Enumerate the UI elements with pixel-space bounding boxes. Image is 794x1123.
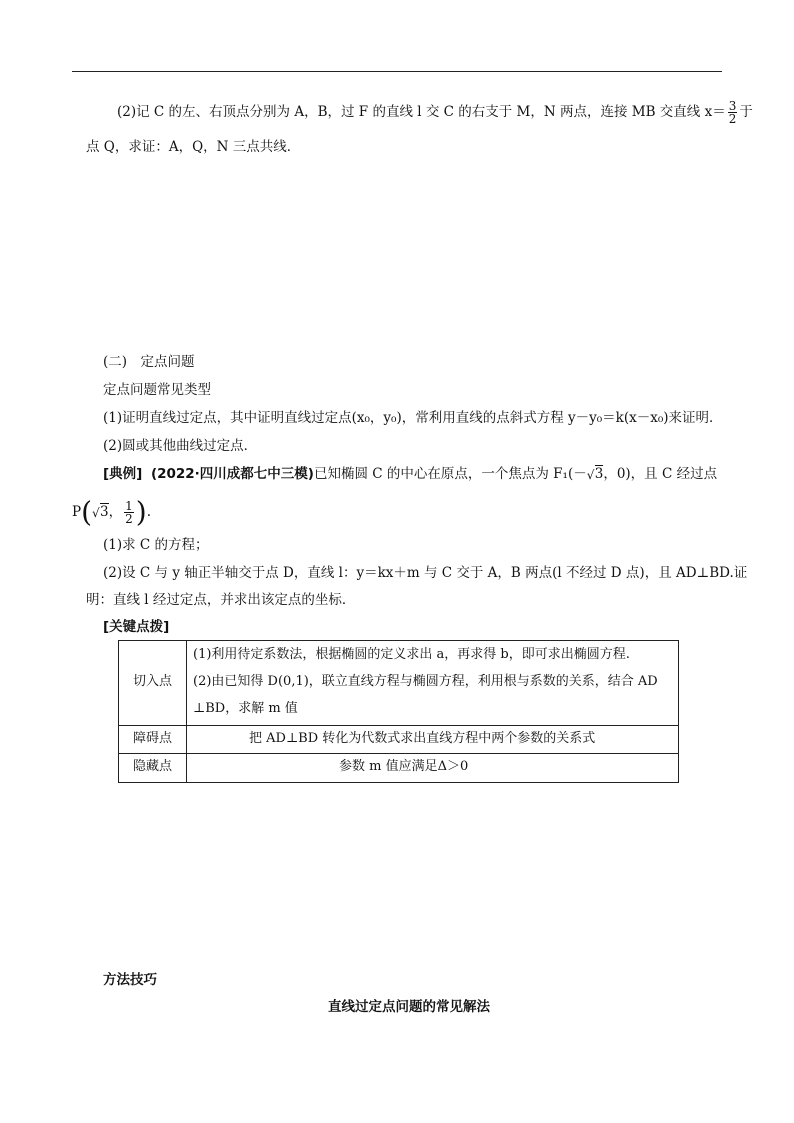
row-hidden-text: 参数 m 值应满足Δ＞0 — [339, 759, 469, 774]
row-entry-line1: (1)利用待定系数法，根据椭圆的定义求出 a，再求得 b，即可求出椭圆方程. — [193, 647, 630, 662]
row-label-obstacle: 障碍点 — [133, 731, 173, 746]
question-1: (1)求 C 的方程； — [103, 537, 209, 553]
types-title: 定点问题常见类型 — [103, 382, 211, 398]
type-1: (1)证明直线过定点，其中证明直线过定点(x₀，y₀)，常利用直线的点斜式方程 y－y₀＝k(x－x₀)来证明． — [103, 410, 723, 426]
header-rule — [72, 71, 722, 72]
sqrt-three-value: 3 — [594, 466, 604, 482]
table-column-divider — [186, 641, 187, 782]
row-obstacle-text: 把 AD⊥BD 转化为代数式求出直线方程中两个参数的关系式 — [249, 731, 596, 746]
problem-part2-text-b: 于 — [739, 104, 753, 120]
row-label-hidden: 隐藏点 — [133, 759, 173, 774]
method-title: 方法技巧 — [103, 972, 157, 988]
key-points-table — [118, 640, 679, 783]
row-entry-line2: (2)由已知得 D(0,1)，联立直线方程与椭圆方程，利用根与系数的关系，结合 AD — [193, 674, 658, 689]
example-tag: [典例] — [103, 466, 143, 482]
sqrt-three-p-value: 3 — [100, 504, 109, 520]
example-point-p: P(√ 3， $\frac{1}{2}$ ). — [72, 500, 151, 525]
table-row-divider-1 — [119, 725, 678, 726]
right-paren: ) — [135, 495, 147, 529]
sqrt-three — [587, 466, 604, 482]
left-paren: ( — [81, 495, 93, 529]
sqrt-three-p — [92, 504, 109, 520]
example-text-b: ，0)，且 C 经过点 — [603, 466, 718, 482]
section-heading: (二) 定点问题 — [103, 354, 195, 370]
half-numerator: 1 — [125, 499, 133, 513]
fraction-denominator: 2 — [728, 112, 737, 126]
example-text-a: 已知椭圆 C 的中心在原点，一个焦点为 F₁(－ — [313, 466, 587, 482]
fraction-three-halves — [728, 100, 738, 125]
example-line1 — [103, 464, 717, 484]
fraction-numerator: 3 — [728, 99, 737, 113]
question-2-line2: 明：直线 l 经过定点，并求出该定点的坐标． — [86, 592, 356, 608]
fraction-one-half — [124, 500, 134, 525]
row-label-entry: 切入点 — [133, 674, 173, 689]
problem-part2-line1 — [117, 100, 753, 125]
question-2-line1: (2)设 C 与 y 轴正半轴交于点 D，直线 l：y＝kx＋m 与 C 交于 A，B 两点(l 不经过 D 点)，且 AD⊥BD.证 — [103, 565, 748, 581]
key-points-title: [关键点拨] — [103, 619, 170, 635]
problem-part2-text-a: (2)记 C 的左、右顶点分别为 A，B，过 F 的直线 l 交 C 的右支于 M，N 两点，连接 MB 交直线 x＝ — [117, 104, 726, 120]
example-source: (2022·四川成都七中三模) — [150, 466, 314, 482]
type-2: (2)圆或其他曲线过定点． — [103, 438, 258, 454]
row-entry-line3: ⊥BD，求解 m 值 — [193, 701, 298, 716]
point-p-label: P — [72, 504, 82, 520]
table-row-divider-2 — [119, 753, 678, 754]
method-subtitle: 直线过定点问题的常见解法 — [328, 999, 490, 1015]
half-denominator: 2 — [125, 512, 133, 526]
problem-part2-line2: 点 Q，求证：A，Q，N 三点共线． — [86, 139, 301, 155]
